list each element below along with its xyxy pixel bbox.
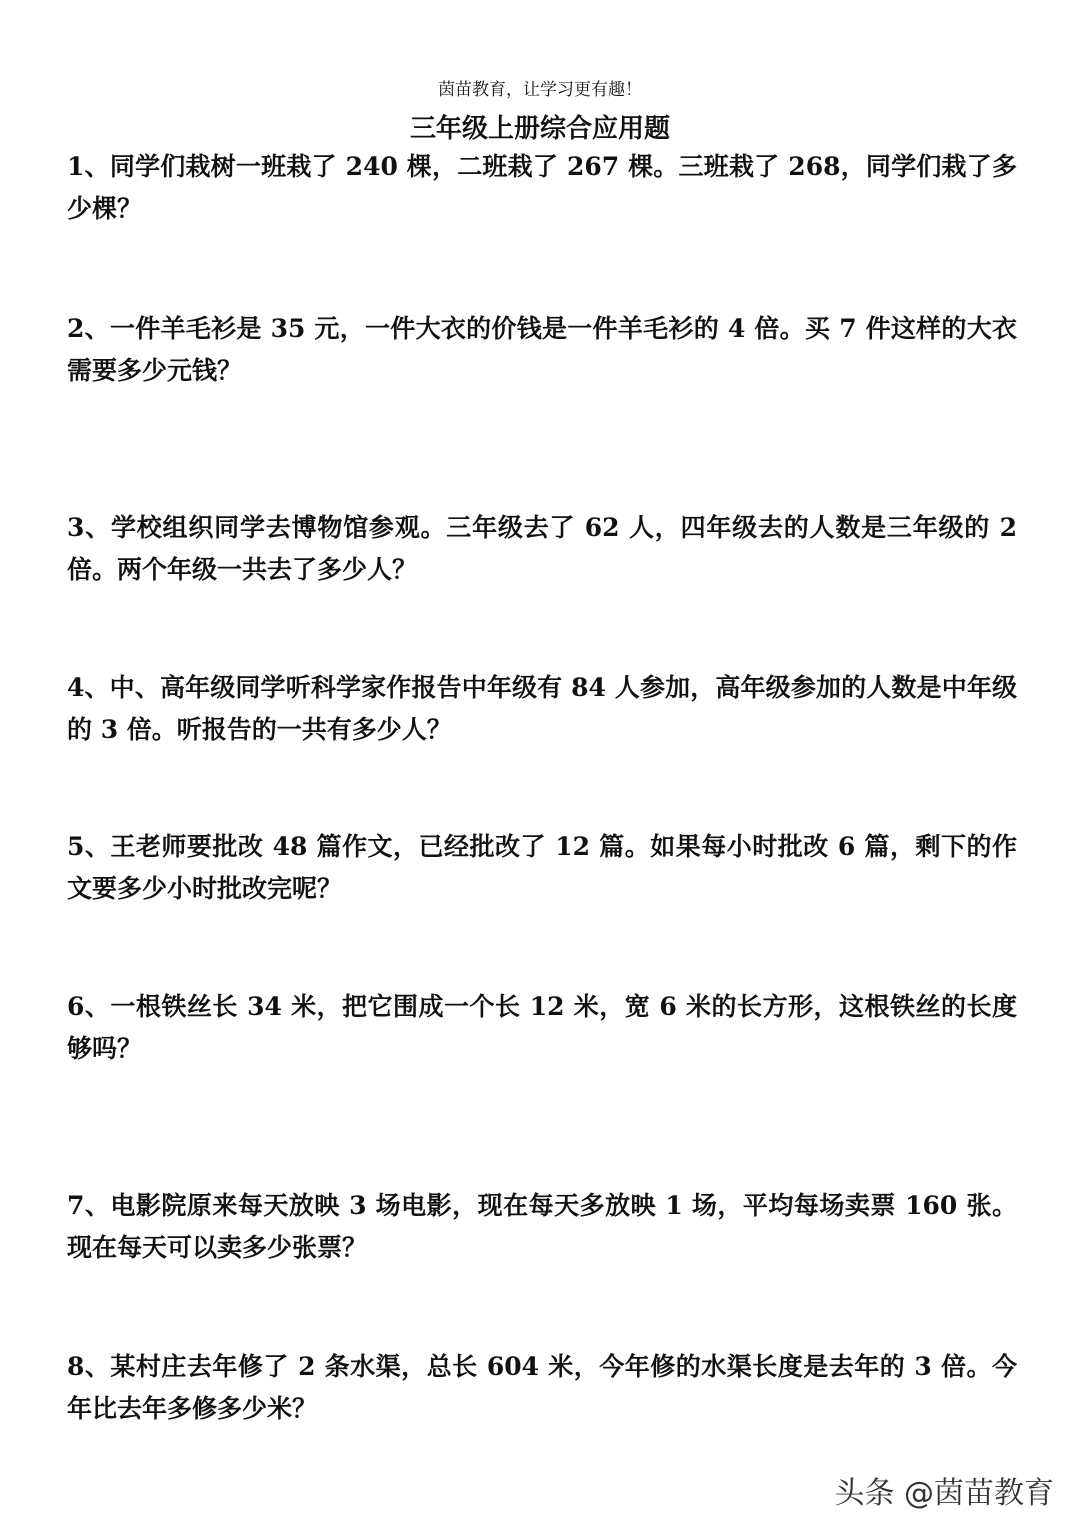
header-note: 茵苗教育，让学习更有趣！ bbox=[438, 80, 642, 100]
question-8: 8、某村庄去年修了 2 条水渠，总长 604 米，今年修的水渠长度是去年的 3 倍。今年比去年多修多少米？ bbox=[67, 1352, 1017, 1423]
watermark: 头条 @茵苗教育 bbox=[834, 1476, 1054, 1511]
question-3: 3、学校组织同学去博物馆参观。三年级去了 62 人，四年级去的人数是三年级的 2 倍。两个年级一共去了多少人？ bbox=[67, 513, 1017, 584]
question-4: 4、中、高年级同学听科学家作报告中年级有 84 人参加，高年级参加的人数是中年级的 3 倍。听报告的一共有多少人？ bbox=[67, 673, 1017, 744]
question-6: 6、一根铁丝长 34 米，把它围成一个长 12 米，宽 6 米的长方形，这根铁丝的长度够吗？ bbox=[67, 992, 1017, 1063]
question-1: 1、同学们栽树一班栽了 240 棵，二班栽了 267 棵。三班栽了 268，同学们栽了多少棵？ bbox=[67, 152, 1017, 223]
page-title: 三年级上册综合应用题 bbox=[409, 114, 670, 144]
question-2: 2、一件羊毛衫是 35 元，一件大衣的价钱是一件羊毛衫的 4 倍。买 7 件这样的大衣需要多少元钱？ bbox=[67, 314, 1017, 385]
question-7: 7、电影院原来每天放映 3 场电影，现在每天多放映 1 场，平均每场卖票 160 张。现在每天可以卖多少张票？ bbox=[67, 1191, 1017, 1262]
question-5: 5、王老师要批改 48 篇作文，已经批改了 12 篇。如果每小时批改 6 篇，剩下的作文要多少小时批改完呢？ bbox=[67, 832, 1017, 903]
